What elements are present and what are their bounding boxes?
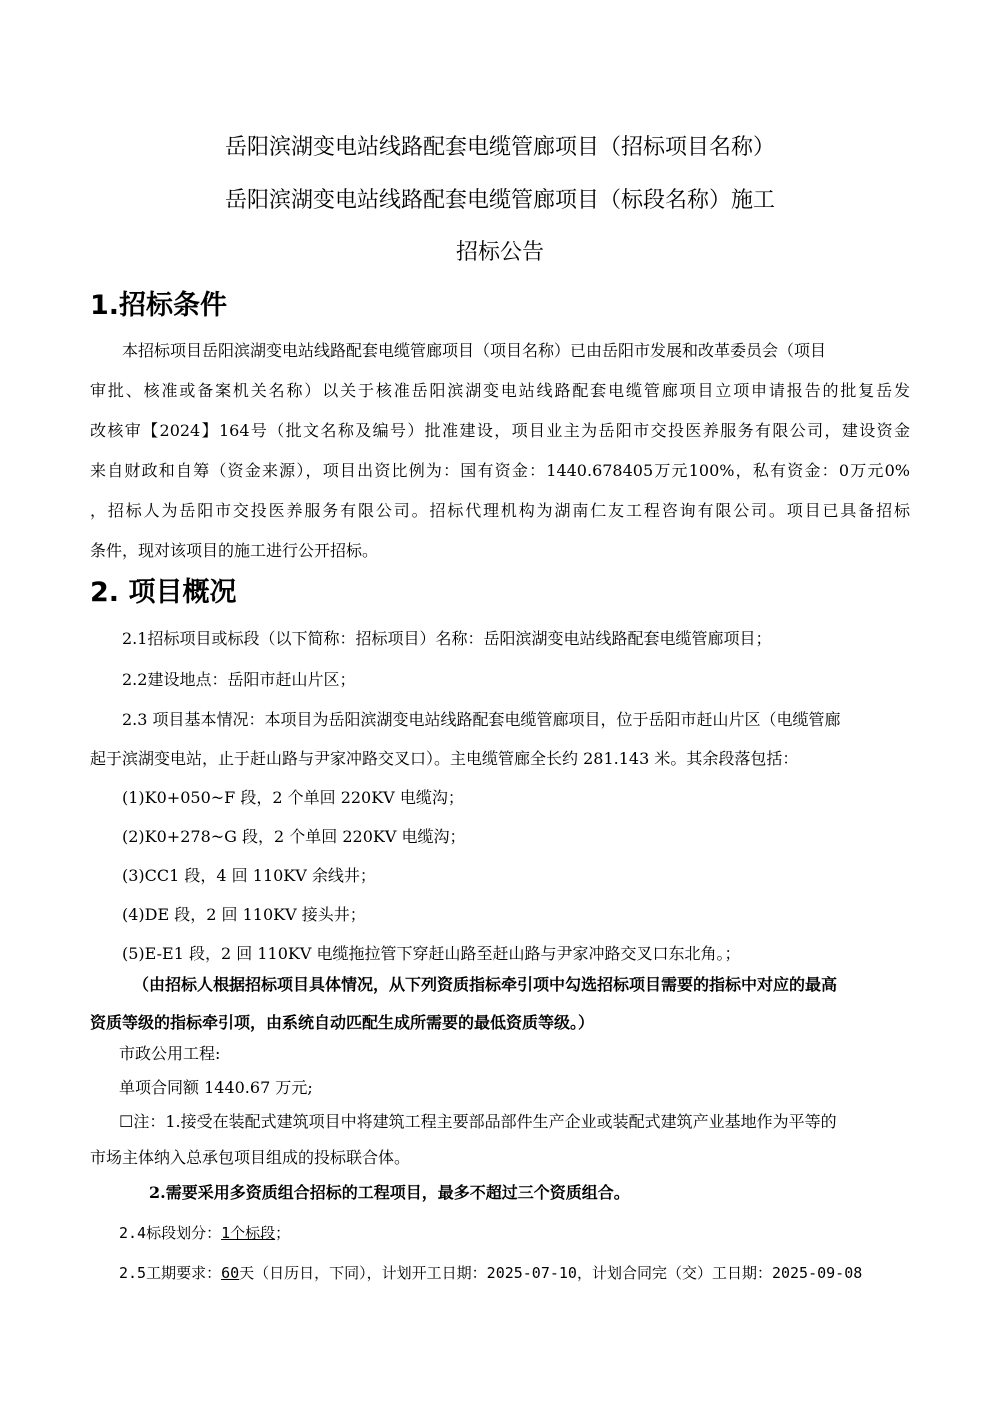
segment-item: (2)K0+278~G 段，2 个单回 220KV 电缆沟； <box>122 827 466 846</box>
contract-amount: 单项合同额 1440.67 万元; <box>119 1078 313 1097</box>
item-2-4 <box>119 1222 290 1244</box>
section-1-line-6: 条件，现对该项目的施工进行公开招标。 <box>90 541 379 560</box>
remark-line-2: 市场主体纳入总承包项目组成的投标联合体。 <box>90 1148 411 1167</box>
segment-item: (1)K0+050~F 段，2 个单回 220KV 电缆沟； <box>122 788 464 807</box>
section-1-line-3: 改核审【2024】164号（批文名称及编号）批准建设，项目业主为岳阳市交投医养服务有限公司，建设资金 <box>90 421 910 440</box>
item-2-5-days: 60 <box>221 1264 240 1282</box>
segment-item: (3)CC1 段，4 回 110KV 余线井； <box>122 866 376 885</box>
title-line-2: 岳阳滨湖变电站线路配套电缆管廊项目（标段名称）施工 <box>224 188 775 213</box>
item-2-4-end: ； <box>275 1224 291 1242</box>
section-1-line-5: ，招标人为岳阳市交投医养服务有限公司。招标代理机构为湖南仁友工程咨询有限公司。项目已具备招标 <box>90 501 910 520</box>
title-line-1: 岳阳滨湖变电站线路配套电缆管廊项目（招标项目名称） <box>224 135 775 160</box>
section-2-heading: 2. 项目概况 <box>90 577 237 608</box>
title-line-3: 招标公告 <box>455 240 544 265</box>
item-2-3-line-1: 2.3 项目基本情况：本项目为岳阳滨湖变电站线路配套电缆管廊项目，位于岳阳市赶山片区（电缆管廊 <box>122 710 841 729</box>
section-1-line-4: 来自财政和自筹（资金来源），项目出资比例为：国有资金：1440.678405万元100%，私有资金：0万元0% <box>90 461 910 480</box>
qualification-note-line-1: （由招标人根据招标项目具体情况，从下列资质指标牵引项中勾选招标项目需要的指标中对应的最高 <box>133 975 838 994</box>
section-1-line-1: 本招标项目岳阳滨湖变电站线路配套电缆管廊项目（项目名称）已由岳阳市发展和改革委员会（项目 <box>122 341 827 360</box>
item-2-5-label: 2.5工期要求： <box>119 1264 222 1282</box>
item-2-5 <box>119 1262 862 1284</box>
qualification-note-line-2: 资质等级的指标牵引项，由系统自动匹配生成所需要的最低资质等级。） <box>90 1013 595 1032</box>
section-1-line-2: 审批、核准或备案机关名称）以关于核准岳阳滨湖变电站线路配套电缆管廊项目立项申请报告的批复岳发 <box>90 381 910 400</box>
municipal-label: 市政公用工程: <box>119 1044 221 1063</box>
item-2-4-value: 1个标段 <box>221 1224 276 1242</box>
remark-2: 2.需要采用多资质组合招标的工程项目，最多不超过三个资质组合。 <box>149 1183 630 1202</box>
section-1-heading: 1.招标条件 <box>90 290 228 321</box>
item-2-2: 2.2建设地点：岳阳市赶山片区； <box>122 670 356 689</box>
item-2-4-label: 2.4标段划分： <box>119 1224 222 1242</box>
item-2-3-line-2: 起于滨湖变电站，止于赶山路与尹家冲路交叉口）。主电缆管廊全长约 281.143 米。其余段落包括： <box>90 749 799 768</box>
segment-item: (4)DE 段，2 回 110KV 接头井； <box>122 905 366 924</box>
item-2-1: 2.1招标项目或标段（以下简称：招标项目）名称：岳阳滨湖变电站线路配套电缆管廊项目； <box>122 629 772 648</box>
item-2-5-rest: 天（日历日，下同），计划开工日期：2025-07-10，计划合同完（交）工日期：2025-09-08 <box>239 1264 863 1282</box>
remark-line-1: ☐注：1.接受在装配式建筑项目中将建筑工程主要部品部件生产企业或装配式建筑产业基地作为平等的 <box>119 1112 837 1131</box>
segment-item: (5)E-E1 段，2 回 110KV 电缆拖拉管下穿赶山路至赶山路与尹家冲路交叉口东北角。； <box>122 944 741 963</box>
